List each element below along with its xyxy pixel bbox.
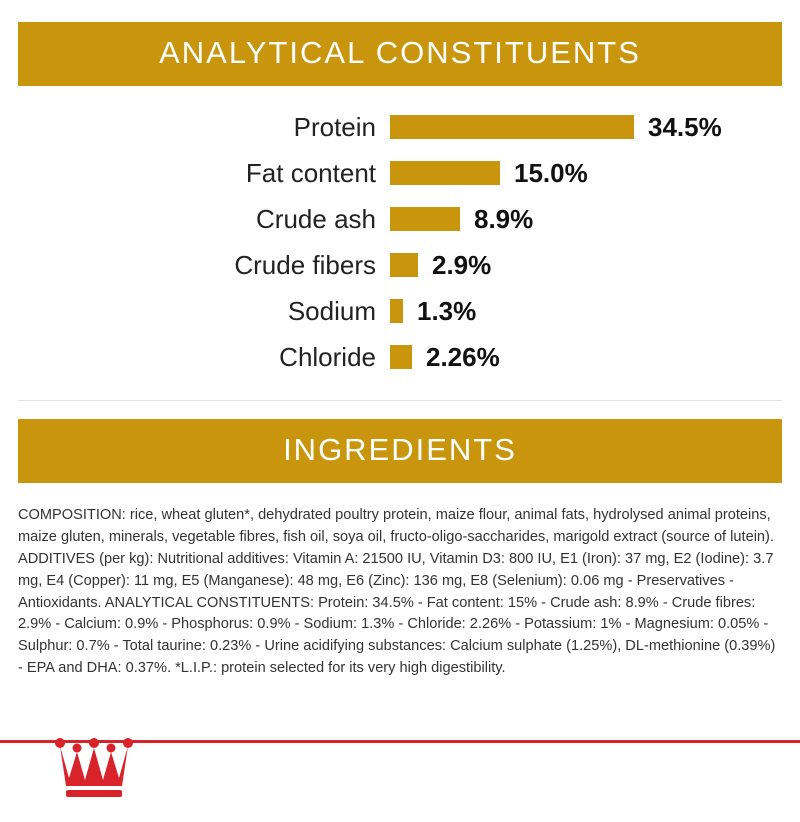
chart-bar <box>390 253 418 277</box>
ingredients-banner: INGREDIENTS <box>18 419 782 483</box>
chart-row <box>18 196 782 242</box>
chart-bar <box>390 299 403 323</box>
section-divider <box>18 400 782 401</box>
chart-row-bar-wrap <box>390 250 782 281</box>
chart-bar <box>390 207 460 231</box>
chart-row-label: Fat content <box>245 157 376 188</box>
chart-row <box>18 288 782 334</box>
chart-row-value: 2.9% <box>432 249 492 280</box>
chart-row-label: Sodium <box>287 295 376 326</box>
product-info-page <box>0 22 800 822</box>
chart-row-bar-wrap <box>390 342 782 373</box>
chart-row-bar-wrap <box>390 158 782 189</box>
composition-text: COMPOSITION: rice, wheat gluten*, dehydrated poultry protein, maize flour, animal fats, hydrolysed animal proteins, maize gluten, minerals, vegetable fibres, fish oil, soya oil, fructo-oligo-saccharides, marigold extract (source of lutein). ADDITIVES (per kg): Nutritional additives: Vitamin A: 21500 IU, Vitamin D3: 800 IU, E1 (Iron): 37 mg, E2 (Iodine): 3.7 mg, E4 (Copper): 11 mg, E5 (Manganese): 48 mg, E6 (Zinc): 136 mg, E8 (Selenium): 0.06 mg - Preservatives - Antioxidants. ANALYTICAL CONSTITUENTS: Protein: 34.5% - Fat content: 15% - Crude ash: 8.9% - Crude fibres: 2.9% - Calcium: 0.9% - Phosphorus: 0.9% - Sodium: 1.3% - Chloride: 2.26% - Potassium: 1% - Magnesium: 0.05% - Sulphur: 0.7% - Total taurine: 0.23% - Urine acidifying substances: Calcium sulphate (1.25%), DL-methionine (0.39%) - EPA and DHA: 0.37%. *L.I.P.: protein selected for its very high digestibility. <box>18 507 776 677</box>
analytical-constituents-chart <box>18 104 782 396</box>
chart-row-label: Crude fibers <box>234 249 376 280</box>
chart-row-label: Chloride <box>279 341 376 372</box>
royal-canin-crown-icon <box>52 726 136 810</box>
chart-row-value: 8.9% <box>474 203 534 234</box>
chart-row-bar-wrap <box>390 204 782 235</box>
chart-bar <box>390 345 412 369</box>
chart-row-label: Crude ash <box>256 203 376 234</box>
chart-row <box>18 150 782 196</box>
chart-row-value: 15.0% <box>514 157 588 188</box>
chart-row-bar-wrap <box>390 112 782 143</box>
chart-row <box>18 242 782 288</box>
chart-row-value: 2.26% <box>426 341 500 372</box>
chart-row-value: 1.3% <box>417 295 477 326</box>
page-footer <box>0 722 800 822</box>
analytical-constituents-banner: ANALYTICAL CONSTITUENTS <box>18 22 782 86</box>
chart-row-value: 34.5% <box>648 111 722 142</box>
chart-row-label: Protein <box>293 111 376 142</box>
chart-row <box>18 334 782 380</box>
chart-bar <box>390 115 634 139</box>
chart-row <box>18 104 782 150</box>
chart-row-bar-wrap <box>390 296 782 327</box>
chart-bar <box>390 161 500 185</box>
